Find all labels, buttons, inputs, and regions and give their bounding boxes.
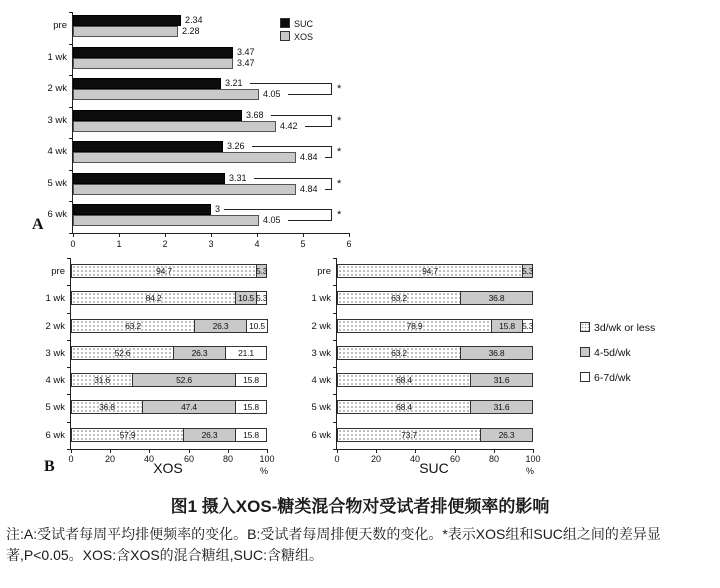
sig-asterisk: *: [337, 209, 342, 221]
panel-b-y-tick: [67, 258, 71, 259]
suc-bar-value: 2.34: [185, 15, 203, 25]
xos-bar: [73, 26, 178, 37]
stacked-segment-value: 31.6: [493, 375, 510, 385]
panel-b-y-tick: [67, 285, 71, 286]
panel-a-x-tick-label: 0: [70, 239, 76, 249]
panel-a-y-tick: [69, 201, 73, 202]
panel-a-row-label: 2 wk: [47, 83, 67, 94]
panel-b-y-tick: [67, 449, 71, 450]
panel-b-x-tick-label: 100: [259, 454, 275, 464]
suc-bar: [73, 173, 225, 184]
panel-b-label: B: [44, 458, 55, 475]
panel-a-x-tick-label: 4: [254, 239, 260, 249]
panel-b-row-label: 5 wk: [311, 402, 331, 413]
sig-asterisk: *: [337, 146, 342, 158]
xos-bar: [73, 58, 233, 69]
panel-a-y-tick: [69, 233, 73, 234]
stacked-segment-value: 15.8: [243, 430, 259, 440]
xos-bar-value: 4.05: [263, 89, 281, 99]
stacked-segment-value: 26.3: [212, 321, 229, 331]
stacked-segment-value: 52.6: [176, 375, 192, 385]
suc-bar: [73, 78, 221, 89]
stacked-segment-value: 5.3: [256, 266, 268, 276]
sig-bracket-top: [271, 115, 331, 116]
stacked-segment-value: 47.4: [181, 402, 197, 412]
legend-item-xos: [280, 31, 313, 44]
dotted-swatch-icon: [580, 322, 590, 332]
stacked-segment-value: 68.4: [396, 375, 412, 385]
panel-a-row-label: 6 wk: [47, 209, 67, 220]
suc-bar-value: 3.26: [227, 141, 245, 151]
stacked-segment-value: 78.9: [406, 321, 423, 331]
panel-b-row-label: 2 wk: [311, 321, 331, 332]
stacked-segment-value: 73.7: [401, 430, 417, 440]
sig-bracket-top: [252, 146, 331, 147]
legend-label-45d: 4-5d/wk: [594, 347, 631, 359]
panel-b-row-label: pre: [317, 266, 331, 277]
stacked-segment-value: 31.6: [493, 402, 510, 412]
panel-a-y-tick: [69, 44, 73, 45]
panel-b-x-tick: [455, 449, 456, 453]
panel-a-legend: [280, 18, 313, 44]
sig-asterisk: *: [337, 178, 342, 190]
panel-b-x-tick: [110, 449, 111, 453]
xos-bar: [73, 184, 296, 195]
stacked-segment-value: 63.2: [125, 321, 141, 331]
panel-a-x-tick-label: 2: [162, 239, 168, 249]
panel-b-x-tick-label: 80: [222, 454, 233, 464]
panel-b-y-tick: [67, 340, 71, 341]
panel-b-y-tick: [333, 394, 337, 395]
sig-asterisk: *: [337, 115, 342, 127]
panel-b-y-tick: [333, 422, 337, 423]
stacked-segment-value: 84.2: [145, 293, 162, 303]
figure-note: 注:A:受试者每周平均排便频率的变化。B:受试者每周排便天数的变化。*表示XOS组和SUC组之间的差异显著,P<0.05。XOS:含XOS的混合糖组,SUC:含糖组。: [6, 526, 661, 563]
panel-b-row-label: 3 wk: [45, 348, 65, 359]
panel-b-y-tick: [67, 367, 71, 368]
sig-bracket-bottom: [288, 220, 331, 221]
suc-bar: [73, 141, 223, 152]
panel-a-x-tick-label: 1: [116, 239, 122, 249]
panel-a-x-tick-label: 6: [346, 239, 352, 249]
suc-bar: [73, 15, 181, 26]
panel-b-row-label: 2 wk: [45, 321, 65, 332]
stacked-segment-value: 15.8: [243, 375, 259, 385]
gray-swatch-icon: [580, 347, 590, 357]
panel-a-x-tick: [73, 233, 74, 237]
sig-bracket-right: [331, 146, 332, 158]
sig-bracket-right: [331, 209, 332, 221]
sig-asterisk: *: [337, 83, 342, 95]
stacked-segment-value: 94.7: [156, 266, 172, 276]
legend-label-67d: 6-7d/wk: [594, 372, 631, 384]
panel-b-x-tick: [533, 449, 534, 453]
percent-label: %: [260, 466, 269, 476]
xos-bar: [73, 121, 276, 132]
panel-b-y-tick: [333, 367, 337, 368]
stacked-segment-value: 63.2: [391, 293, 407, 303]
panel-b-y-tick: [67, 313, 71, 314]
panel-a-row-label: 1 wk: [47, 52, 67, 63]
panel-b-x-tick-label: 40: [143, 454, 154, 464]
panel-b-x-tick-label: 20: [370, 454, 381, 464]
panel-b-y-tick: [333, 285, 337, 286]
panel-b-x-tick: [337, 449, 338, 453]
panel-b-x-tick-label: 0: [334, 454, 340, 464]
stacked-segment-value: 31.6: [94, 375, 110, 385]
panel-a-x-tick: [211, 233, 212, 237]
panel-b-x-tick: [149, 449, 150, 453]
xos-bar: [73, 89, 259, 100]
stacked-segment-value: 68.4: [396, 402, 412, 412]
suc-bar: [73, 47, 233, 58]
panel-a-x-tick: [119, 233, 120, 237]
panel-b-y-tick: [333, 258, 337, 259]
panel-b-xos-title: XOS: [153, 460, 183, 476]
xos-bar-value: 4.42: [280, 121, 298, 131]
panel-a-y-tick: [69, 107, 73, 108]
stacked-segment-value: 36.8: [488, 348, 505, 358]
xos-bar-value: 3.47: [237, 58, 255, 68]
panel-b-y-tick: [333, 340, 337, 341]
suc-bar-value: 3.21: [225, 78, 243, 88]
figure-caption: 图1 摄入XOS-糖类混合物对受试者排便频率的影响: [170, 497, 550, 516]
panel-b-x-tick-label: 0: [68, 454, 74, 464]
xos-swatch-icon: [280, 31, 290, 41]
panel-a-x-tick-label: 3: [208, 239, 214, 249]
legend-item-67d: [580, 372, 655, 384]
panel-a-x-tick-label: 5: [300, 239, 306, 249]
stacked-segment-value: 52.6: [114, 348, 131, 358]
stacked-segment-value: 36.8: [488, 293, 505, 303]
panel-a-label: A: [32, 216, 44, 233]
legend-label-suc: SUC: [294, 19, 314, 29]
xos-bar: [73, 215, 259, 226]
panel-b-row-label: 3 wk: [311, 348, 331, 359]
sig-bracket-bottom: [288, 94, 331, 95]
stacked-segment-value: 21.1: [238, 348, 254, 358]
panel-b-x-tick: [494, 449, 495, 453]
panel-b-x-tick: [376, 449, 377, 453]
suc-bar: [73, 110, 242, 121]
panel-b-x-tick-label: 100: [525, 454, 541, 464]
panel-b-x-tick-label: 60: [183, 454, 194, 464]
panel-a-y-tick: [69, 12, 73, 13]
stacked-segment-value: 26.3: [191, 348, 208, 358]
stacked-segment-value: 63.2: [391, 348, 407, 358]
panel-a-y-tick: [69, 170, 73, 171]
panel-b-y-tick: [333, 449, 337, 450]
xos-bar-value: 4.84: [300, 152, 318, 162]
stacked-segment-value: 15.8: [243, 402, 259, 412]
panel-b-x-tick-label: 20: [104, 454, 115, 464]
panel-a-row-label: 5 wk: [47, 178, 67, 189]
panel-b-y-tick: [67, 422, 71, 423]
panel-a-x-tick: [165, 233, 166, 237]
panel-a-y-tick: [69, 75, 73, 76]
legend-item-suc: [280, 18, 313, 31]
legend-item-3d: [580, 322, 655, 334]
panel-b-row-label: 4 wk: [45, 375, 65, 386]
panel-b-y-tick: [67, 394, 71, 395]
stacked-segment-value: 5.3: [522, 266, 534, 276]
panel-a-row-label: 3 wk: [47, 115, 67, 126]
stacked-segment-value: 94.7: [422, 266, 438, 276]
legend-item-45d: [580, 347, 655, 359]
panel-b-x-tick-label: 60: [449, 454, 460, 464]
sig-bracket-bottom: [305, 126, 331, 127]
panel-b-row-label: 1 wk: [45, 293, 65, 304]
white-swatch-icon: [580, 372, 590, 382]
panel-b-legend: [580, 322, 655, 397]
sig-bracket-right: [331, 115, 332, 127]
panel-a-plot: [47, 12, 352, 249]
panel-b-row-label: pre: [51, 266, 65, 277]
suc-bar-value: 3: [215, 204, 221, 214]
percent-label: %: [526, 466, 535, 476]
suc-bar-value: 3.68: [246, 110, 264, 120]
panel-a-row-label: 4 wk: [47, 146, 67, 157]
legend-label-xos: XOS: [294, 32, 314, 42]
sig-bracket-top: [254, 178, 331, 179]
suc-bar: [73, 204, 211, 215]
sig-bracket-right: [331, 178, 332, 190]
panel-b-row-label: 5 wk: [45, 402, 65, 413]
panel-b-row-label: 1 wk: [311, 293, 331, 304]
panel-a-x-tick: [349, 233, 350, 237]
stacked-segment-value: 5.3: [522, 321, 534, 331]
stacked-segment-value: 5.3: [256, 293, 268, 303]
xos-bar: [73, 152, 296, 163]
panel-b-row-label: 6 wk: [45, 430, 65, 441]
panel-a-y-tick: [69, 138, 73, 139]
xos-bar-value: 2.28: [182, 26, 200, 36]
panel-a-x-tick: [303, 233, 304, 237]
panel-b-x-tick-label: 80: [488, 454, 499, 464]
sig-bracket-top: [250, 83, 331, 84]
panel-b-x-tick: [415, 449, 416, 453]
panel-b-x-tick: [267, 449, 268, 453]
panel-b-suc-title: SUC: [419, 460, 449, 476]
panel-b-y-tick: [333, 313, 337, 314]
stacked-segment-value: 26.3: [498, 430, 515, 440]
suc-bar-value: 3.47: [237, 47, 255, 57]
panel-b-x-tick-label: 40: [409, 454, 420, 464]
panel-b-row-label: 4 wk: [311, 375, 331, 386]
stacked-segment-value: 36.8: [99, 402, 115, 412]
panel-b-x-tick: [71, 449, 72, 453]
sig-bracket-right: [331, 83, 332, 95]
suc-swatch-icon: [280, 18, 290, 28]
stacked-segment-value: 15.8: [499, 321, 515, 331]
panel-b-x-tick: [189, 449, 190, 453]
panel-b-row-label: 6 wk: [311, 430, 331, 441]
panel-a-x-tick: [257, 233, 258, 237]
xos-bar-value: 4.05: [263, 215, 281, 225]
panel-a-row-label: pre: [53, 20, 67, 31]
stacked-segment-value: 10.5: [238, 293, 254, 303]
stacked-segment-value: 10.5: [249, 321, 265, 331]
sig-bracket-top: [224, 209, 331, 210]
xos-bar-value: 4.84: [300, 184, 318, 194]
legend-label-3d: 3d/wk or less: [594, 322, 656, 334]
stacked-segment-value: 57.9: [119, 430, 136, 440]
stacked-segment-value: 26.3: [201, 430, 218, 440]
panel-b-x-tick: [228, 449, 229, 453]
suc-bar-value: 3.31: [229, 173, 247, 183]
